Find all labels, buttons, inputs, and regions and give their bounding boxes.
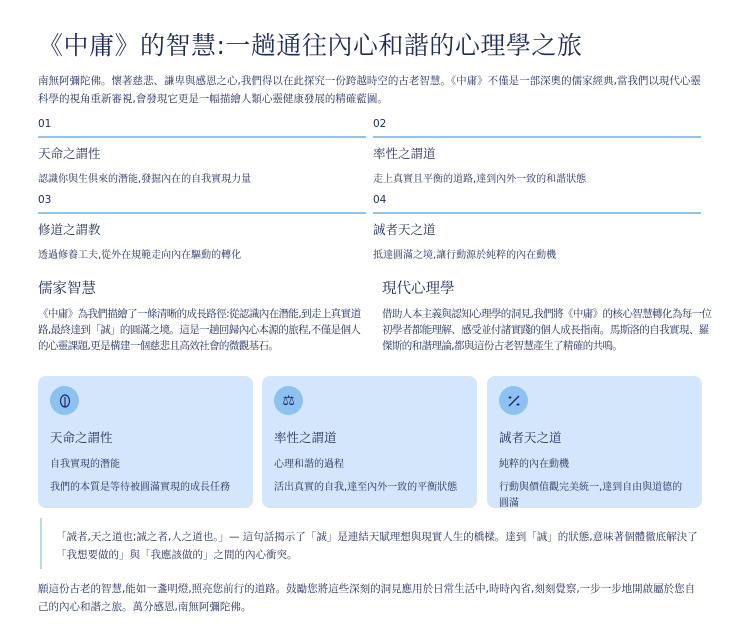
closing-paragraph: 願這份古老的智慧,能如一盞明燈,照亮您前行的道路。鼓勵您將這些深刻的洞見應用於日常生活中,時時內省,刻刻覺察,一步一步地開啟屬於您自己的內心和諧之旅。萬分感恩,南無阿彌陀佛。 (38, 583, 696, 613)
step-number: 01 (38, 118, 52, 130)
step-desc: 抵達圓滿之境,讓行動源於純粹的內在動機 (373, 250, 557, 261)
card-subtitle: 純粹的內在動機 (499, 459, 569, 470)
step-desc: 走上真實且平衡的道路,達到內外一致的和諧狀態 (373, 174, 587, 185)
divider (38, 136, 366, 138)
step-4 (373, 194, 701, 261)
quote-block: 「誠者,天之道也;誠之者,人之道也。」— 這句話揭示了「誠」是連結天賦理想與現實人生的橋樑。達到「誠」的狀態,意味著個體徹底解決了「我想要做的」與「我應該做的」之間的內心衝突。 (40, 518, 704, 569)
section-text: 借助人本主義與認知心理學的洞見,我們將《中庸》的核心智慧轉化為每一位初學者都能理解、感受並付諸實踐的個人成長指南。馬斯洛的自我實現、羅傑斯的和諧理論,都與這份古老智慧產生了精確的共鳴。 (382, 308, 712, 352)
step-title: 修道之謂教 (38, 222, 101, 237)
section-text: 《中庸》為我們描繪了一條清晰的成長路徑:從認識內在潛能,到走上真實道路,最終達到「誠」的圓滿之境。這是一趟回歸內心本源的旅程,不僅是個人的心靈課題,更是構建一個慈悲且高效社會的微觀基石。 (38, 308, 361, 352)
page-title: 《中庸》的智慧:一趟通往內心和諧的心理學之旅 (38, 31, 583, 60)
section-title: 現代心理學 (382, 281, 455, 297)
card-title: 率性之謂道 (274, 430, 337, 445)
card-2 (262, 376, 477, 508)
step-title: 天命之謂性 (38, 146, 101, 161)
step-desc: 認識你與生俱來的潛能,發掘內在的自我實現力量 (38, 174, 252, 185)
card-title: 天命之謂性 (50, 430, 113, 445)
card-subtitle: 心理和諧的過程 (274, 459, 344, 470)
magic-wand-icon (499, 386, 528, 415)
card-1 (38, 376, 253, 508)
scale-icon: ⚖ (274, 386, 303, 415)
card-title: 誠者天之道 (499, 430, 562, 445)
card-desc: 活出真實的自我,達至內外一致的平衡狀態 (274, 482, 458, 493)
step-title: 誠者天之道 (373, 222, 436, 237)
step-number: 02 (373, 118, 387, 130)
card-desc: 我們的本質是等待被圓滿實現的成長任務 (50, 482, 230, 493)
section-title: 儒家智慧 (38, 281, 96, 297)
divider (373, 136, 701, 138)
card-subtitle: 自我實現的潛能 (50, 459, 120, 470)
intro-paragraph: 南無阿彌陀佛。懷著慈悲、謙卑與感恩之心,我們得以在此探究一份跨越時空的古老智慧。《中庸》不僅是一部深奧的儒家經典,當我們以現代心靈科學的視角重新審視,會發現它更是一幅描繪人類心靈健康發展的精確藍圖。 (38, 75, 701, 105)
step-number: 04 (373, 194, 387, 206)
divider (373, 212, 701, 214)
section-confucian (38, 280, 370, 354)
step-2 (373, 118, 701, 185)
leaf-icon (50, 386, 79, 415)
step-desc: 透過修養工夫,從外在規範走向內在驅動的轉化 (38, 250, 242, 261)
step-1 (38, 118, 366, 185)
card-3 (487, 376, 702, 508)
section-psychology (382, 280, 714, 354)
step-number: 03 (38, 194, 52, 206)
step-3 (38, 194, 366, 261)
card-desc: 行動與價值觀完美統一,達到自由與道德的圓滿 (499, 482, 683, 509)
step-title: 率性之謂道 (373, 146, 436, 161)
divider (38, 212, 366, 214)
